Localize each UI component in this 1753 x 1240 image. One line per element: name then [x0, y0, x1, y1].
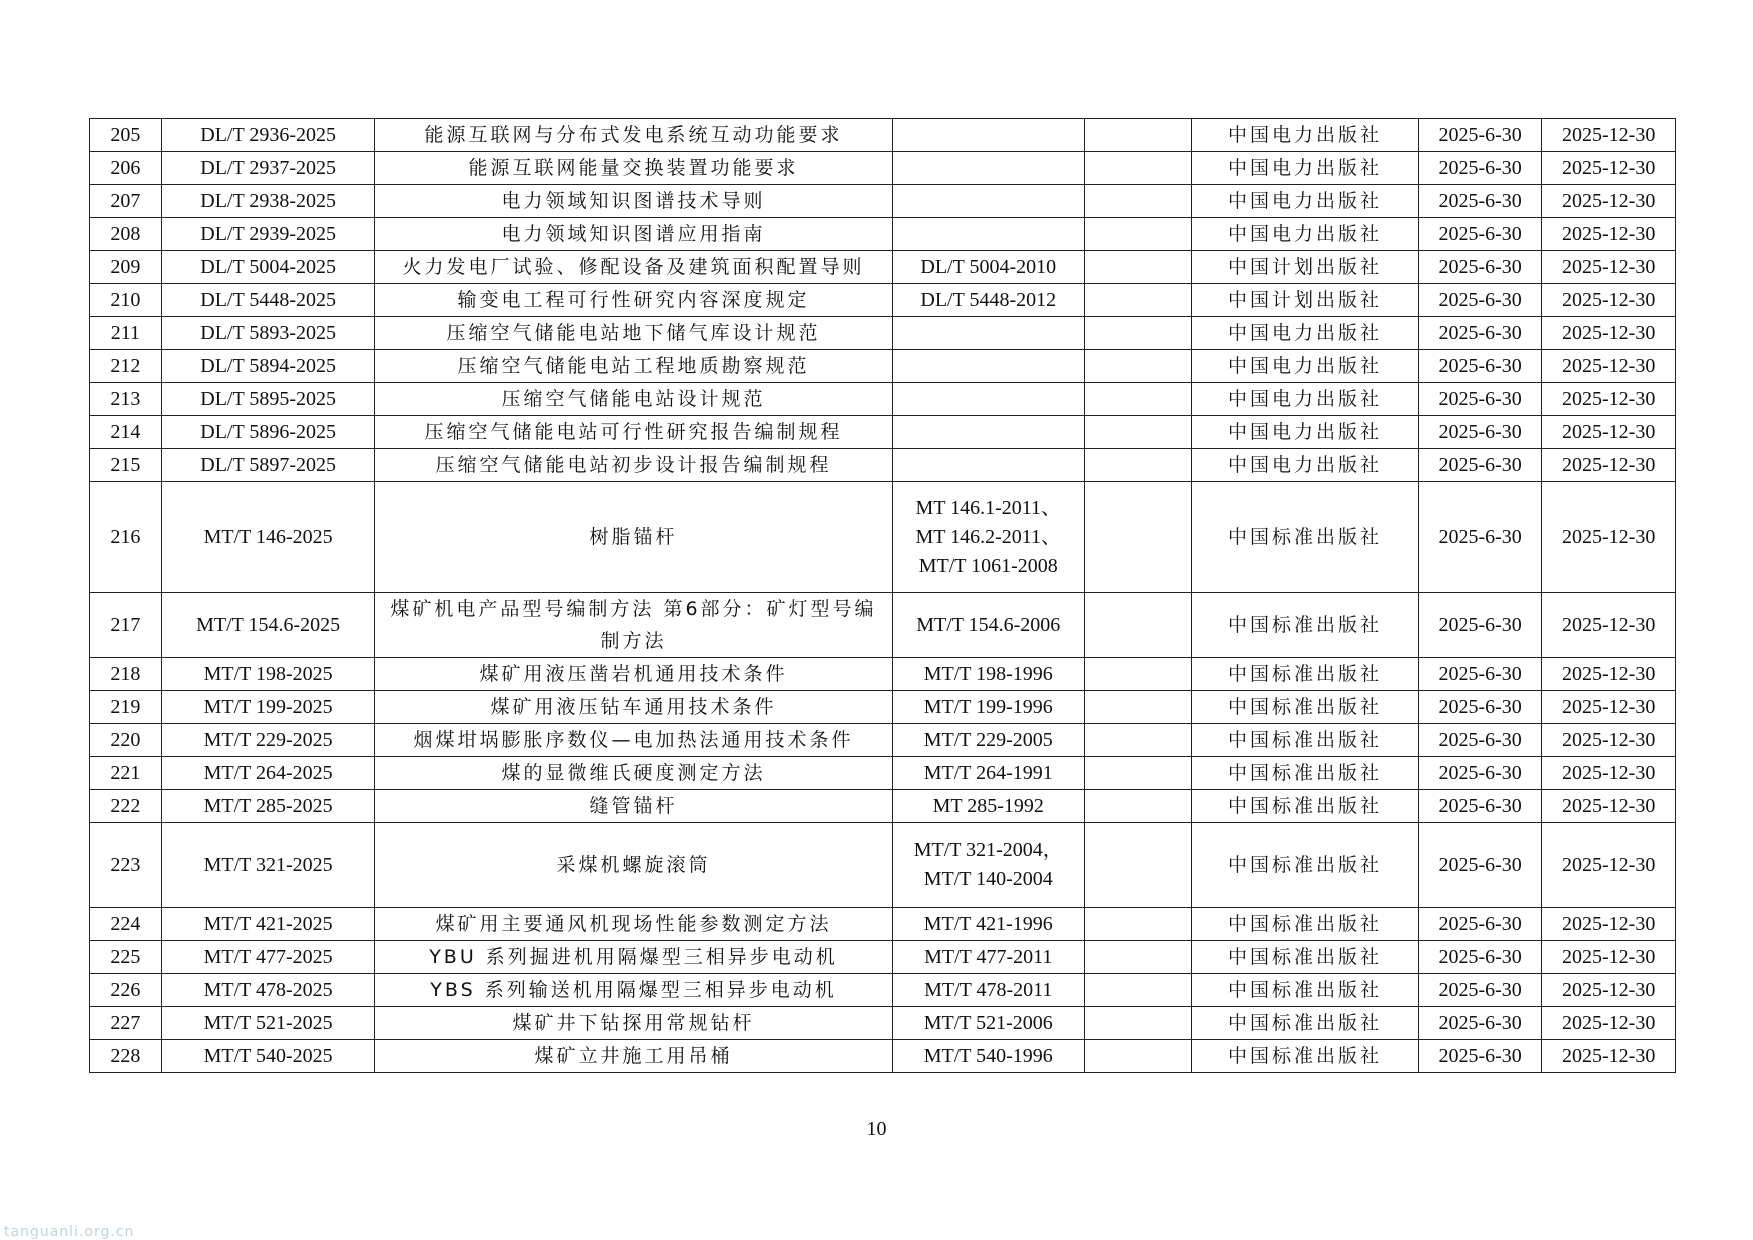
table-row — [90, 152, 1676, 185]
row-number: 210 — [90, 284, 162, 317]
publisher: 中国电力出版社 — [1192, 416, 1419, 449]
row-number: 206 — [90, 152, 162, 185]
replaced-standard — [892, 823, 1084, 908]
standard-code: MT/T 285-2025 — [161, 790, 375, 823]
standard-name: 煤矿机电产品型号编制方法 第6部分：矿灯型号编制方法 — [375, 593, 892, 658]
effective-date: 2025-12-30 — [1542, 823, 1676, 908]
standard-code: MT/T 264-2025 — [161, 757, 375, 790]
effective-date: 2025-12-30 — [1542, 593, 1676, 658]
publisher: 中国电力出版社 — [1192, 119, 1419, 152]
row-number: 217 — [90, 593, 162, 658]
row-number: 219 — [90, 691, 162, 724]
standard-name: 电力领域知识图谱应用指南 — [375, 218, 892, 251]
effective-date: 2025-12-30 — [1542, 974, 1676, 1007]
replaced-standard-line: DL/T 5448-2012 — [920, 288, 1057, 311]
replaced-standard-line: MT/T 199-1996 — [923, 695, 1053, 718]
publisher: 中国标准出版社 — [1192, 658, 1419, 691]
publisher: 中国标准出版社 — [1192, 757, 1419, 790]
row-number: 225 — [90, 941, 162, 974]
replaced-standard-line: MT/T 421-1996 — [923, 912, 1053, 935]
table-row — [90, 416, 1676, 449]
publisher: 中国标准出版社 — [1192, 908, 1419, 941]
replaced-standard — [892, 119, 1084, 152]
publisher: 中国电力出版社 — [1192, 185, 1419, 218]
watermark: tanguanli.org.cn — [4, 1224, 135, 1240]
adopted-standard — [1084, 119, 1191, 152]
standard-code: DL/T 5897-2025 — [161, 449, 375, 482]
standard-name: YBU 系列掘进机用隔爆型三相异步电动机 — [375, 941, 892, 974]
standard-code: MT/T 198-2025 — [161, 658, 375, 691]
replaced-standard — [892, 284, 1084, 317]
replaced-standard — [892, 974, 1084, 1007]
publisher: 中国计划出版社 — [1192, 251, 1419, 284]
replaced-standard-line: DL/T 5004-2010 — [920, 255, 1057, 278]
standard-code: MT/T 229-2025 — [161, 724, 375, 757]
row-number: 228 — [90, 1040, 162, 1073]
effective-date: 2025-12-30 — [1542, 1040, 1676, 1073]
replaced-standard — [892, 251, 1084, 284]
release-date: 2025-6-30 — [1418, 416, 1541, 449]
standard-name: 压缩空气储能电站设计规范 — [375, 383, 892, 416]
effective-date: 2025-12-30 — [1542, 350, 1676, 383]
adopted-standard — [1084, 218, 1191, 251]
release-date: 2025-6-30 — [1418, 1040, 1541, 1073]
replaced-standard-line: MT/T 198-1996 — [923, 662, 1053, 685]
standard-code: DL/T 5894-2025 — [161, 350, 375, 383]
replaced-standard — [892, 1007, 1084, 1040]
standard-name: 采煤机螺旋滚筒 — [375, 823, 892, 908]
standard-code: DL/T 5448-2025 — [161, 284, 375, 317]
standard-name: 输变电工程可行性研究内容深度规定 — [375, 284, 892, 317]
standard-name: 煤矿用液压凿岩机通用技术条件 — [375, 658, 892, 691]
standard-name: 压缩空气储能电站地下储气库设计规范 — [375, 317, 892, 350]
table-row — [90, 251, 1676, 284]
effective-date: 2025-12-30 — [1542, 724, 1676, 757]
adopted-standard — [1084, 757, 1191, 790]
table-body — [90, 119, 1676, 1073]
row-number: 212 — [90, 350, 162, 383]
row-number: 208 — [90, 218, 162, 251]
replaced-standard-line: MT/T 540-1996 — [923, 1044, 1053, 1067]
effective-date: 2025-12-30 — [1542, 757, 1676, 790]
replaced-standard — [892, 691, 1084, 724]
effective-date: 2025-12-30 — [1542, 941, 1676, 974]
adopted-standard — [1084, 974, 1191, 1007]
adopted-standard — [1084, 908, 1191, 941]
release-date: 2025-6-30 — [1418, 218, 1541, 251]
publisher: 中国标准出版社 — [1192, 941, 1419, 974]
standards-table — [89, 118, 1676, 1073]
replaced-standard — [892, 482, 1084, 593]
standard-name: 压缩空气储能电站初步设计报告编制规程 — [375, 449, 892, 482]
table-row — [90, 908, 1676, 941]
page-number: 10 — [866, 1118, 887, 1140]
standard-code: DL/T 5896-2025 — [161, 416, 375, 449]
adopted-standard — [1084, 284, 1191, 317]
table-row — [90, 823, 1676, 908]
adopted-standard — [1084, 350, 1191, 383]
table-row — [90, 284, 1676, 317]
standard-name: 火力发电厂试验、修配设备及建筑面积配置导则 — [375, 251, 892, 284]
table-row — [90, 317, 1676, 350]
standard-name: 压缩空气储能电站工程地质勘察规范 — [375, 350, 892, 383]
replaced-standard — [892, 416, 1084, 449]
effective-date: 2025-12-30 — [1542, 251, 1676, 284]
publisher: 中国标准出版社 — [1192, 790, 1419, 823]
replaced-standard — [892, 218, 1084, 251]
row-number: 218 — [90, 658, 162, 691]
publisher: 中国标准出版社 — [1192, 724, 1419, 757]
effective-date: 2025-12-30 — [1542, 658, 1676, 691]
row-number: 216 — [90, 482, 162, 593]
effective-date: 2025-12-30 — [1542, 908, 1676, 941]
replaced-standard-line: MT/T 477-2011 — [924, 945, 1053, 968]
release-date: 2025-6-30 — [1418, 823, 1541, 908]
effective-date: 2025-12-30 — [1542, 691, 1676, 724]
adopted-standard — [1084, 482, 1191, 593]
row-number: 214 — [90, 416, 162, 449]
adopted-standard — [1084, 317, 1191, 350]
standard-code: MT/T 477-2025 — [161, 941, 375, 974]
publisher: 中国电力出版社 — [1192, 449, 1419, 482]
publisher: 中国标准出版社 — [1192, 482, 1419, 593]
standard-name: 煤矿立井施工用吊桶 — [375, 1040, 892, 1073]
replaced-standard-line: MT 146.1-2011、 — [915, 496, 1062, 519]
adopted-standard — [1084, 790, 1191, 823]
effective-date: 2025-12-30 — [1542, 185, 1676, 218]
row-number: 227 — [90, 1007, 162, 1040]
effective-date: 2025-12-30 — [1542, 449, 1676, 482]
table-row — [90, 974, 1676, 1007]
standard-code: DL/T 5895-2025 — [161, 383, 375, 416]
release-date: 2025-6-30 — [1418, 185, 1541, 218]
table-row — [90, 383, 1676, 416]
replaced-standard-line: MT/T 229-2005 — [923, 728, 1053, 751]
publisher: 中国标准出版社 — [1192, 974, 1419, 1007]
table-row — [90, 350, 1676, 383]
table-row — [90, 449, 1676, 482]
standard-code: DL/T 2938-2025 — [161, 185, 375, 218]
effective-date: 2025-12-30 — [1542, 119, 1676, 152]
release-date: 2025-6-30 — [1418, 152, 1541, 185]
standard-code: DL/T 2939-2025 — [161, 218, 375, 251]
standard-code: DL/T 5004-2025 — [161, 251, 375, 284]
row-number: 215 — [90, 449, 162, 482]
release-date: 2025-6-30 — [1418, 317, 1541, 350]
table-row — [90, 724, 1676, 757]
row-number: 226 — [90, 974, 162, 1007]
publisher: 中国电力出版社 — [1192, 317, 1419, 350]
adopted-standard — [1084, 416, 1191, 449]
replaced-standard-line: MT/T 478-2011 — [924, 978, 1053, 1001]
publisher: 中国标准出版社 — [1192, 593, 1419, 658]
release-date: 2025-6-30 — [1418, 908, 1541, 941]
standard-name: 压缩空气储能电站可行性研究报告编制规程 — [375, 416, 892, 449]
publisher: 中国标准出版社 — [1192, 1007, 1419, 1040]
standard-name: 煤矿用液压钻车通用技术条件 — [375, 691, 892, 724]
standard-code: MT/T 199-2025 — [161, 691, 375, 724]
table-row — [90, 941, 1676, 974]
table-row — [90, 218, 1676, 251]
release-date: 2025-6-30 — [1418, 383, 1541, 416]
standard-name: 煤的显微维氏硬度测定方法 — [375, 757, 892, 790]
adopted-standard — [1084, 152, 1191, 185]
standard-name: 缝管锚杆 — [375, 790, 892, 823]
effective-date: 2025-12-30 — [1542, 218, 1676, 251]
standard-name: 煤矿用主要通风机现场性能参数测定方法 — [375, 908, 892, 941]
table-row — [90, 790, 1676, 823]
standard-code: DL/T 5893-2025 — [161, 317, 375, 350]
row-number: 222 — [90, 790, 162, 823]
adopted-standard — [1084, 658, 1191, 691]
replaced-standard-line: MT/T 154.6-2006 — [916, 613, 1061, 636]
replaced-standard — [892, 449, 1084, 482]
adopted-standard — [1084, 724, 1191, 757]
release-date: 2025-6-30 — [1418, 449, 1541, 482]
release-date: 2025-6-30 — [1418, 1007, 1541, 1040]
replaced-standard — [892, 941, 1084, 974]
publisher: 中国电力出版社 — [1192, 152, 1419, 185]
release-date: 2025-6-30 — [1418, 757, 1541, 790]
adopted-standard — [1084, 185, 1191, 218]
replaced-standard-line: MT 146.2-2011、 — [915, 525, 1062, 548]
standard-code: DL/T 2936-2025 — [161, 119, 375, 152]
replaced-standard — [892, 658, 1084, 691]
adopted-standard — [1084, 1007, 1191, 1040]
standard-name: 烟煤坩埚膨胀序数仪—电加热法通用技术条件 — [375, 724, 892, 757]
row-number: 223 — [90, 823, 162, 908]
row-number: 205 — [90, 119, 162, 152]
release-date: 2025-6-30 — [1418, 251, 1541, 284]
standard-code: MT/T 146-2025 — [161, 482, 375, 593]
release-date: 2025-6-30 — [1418, 691, 1541, 724]
table-row — [90, 658, 1676, 691]
adopted-standard — [1084, 941, 1191, 974]
release-date: 2025-6-30 — [1418, 350, 1541, 383]
standard-name: 树脂锚杆 — [375, 482, 892, 593]
replaced-standard-line: MT/T 140-2004 — [923, 868, 1053, 890]
publisher: 中国计划出版社 — [1192, 284, 1419, 317]
release-date: 2025-6-30 — [1418, 974, 1541, 1007]
standard-name: 煤矿井下钻探用常规钻杆 — [375, 1007, 892, 1040]
replaced-standard — [892, 757, 1084, 790]
replaced-standard — [892, 908, 1084, 941]
replaced-standard-line: MT/T 1061-2008 — [918, 554, 1058, 577]
table-row — [90, 691, 1676, 724]
adopted-standard — [1084, 251, 1191, 284]
adopted-standard — [1084, 691, 1191, 724]
effective-date: 2025-12-30 — [1542, 416, 1676, 449]
replaced-standard-line: MT/T 321-2004， — [913, 839, 1063, 861]
standard-code: MT/T 521-2025 — [161, 1007, 375, 1040]
publisher: 中国标准出版社 — [1192, 691, 1419, 724]
replaced-standard — [892, 1040, 1084, 1073]
replaced-standard — [892, 152, 1084, 185]
adopted-standard — [1084, 593, 1191, 658]
row-number: 224 — [90, 908, 162, 941]
row-number: 211 — [90, 317, 162, 350]
replaced-standard — [892, 790, 1084, 823]
standard-code: MT/T 540-2025 — [161, 1040, 375, 1073]
release-date: 2025-6-30 — [1418, 284, 1541, 317]
replaced-standard — [892, 383, 1084, 416]
release-date: 2025-6-30 — [1418, 482, 1541, 593]
release-date: 2025-6-30 — [1418, 724, 1541, 757]
table-row — [90, 185, 1676, 218]
effective-date: 2025-12-30 — [1542, 1007, 1676, 1040]
replaced-standard — [892, 317, 1084, 350]
release-date: 2025-6-30 — [1418, 119, 1541, 152]
adopted-standard — [1084, 823, 1191, 908]
replaced-standard-line: MT 285-1992 — [932, 794, 1044, 817]
effective-date: 2025-12-30 — [1542, 482, 1676, 593]
adopted-standard — [1084, 383, 1191, 416]
table-row — [90, 1040, 1676, 1073]
standard-code: MT/T 154.6-2025 — [161, 593, 375, 658]
row-number: 221 — [90, 757, 162, 790]
replaced-standard — [892, 724, 1084, 757]
effective-date: 2025-12-30 — [1542, 383, 1676, 416]
replaced-standard — [892, 185, 1084, 218]
publisher: 中国电力出版社 — [1192, 383, 1419, 416]
standard-name: 电力领域知识图谱技术导则 — [375, 185, 892, 218]
standard-code: MT/T 321-2025 — [161, 823, 375, 908]
effective-date: 2025-12-30 — [1542, 317, 1676, 350]
replaced-standard-line: MT/T 521-2006 — [923, 1011, 1053, 1034]
replaced-standard — [892, 593, 1084, 658]
adopted-standard — [1084, 1040, 1191, 1073]
publisher: 中国电力出版社 — [1192, 218, 1419, 251]
effective-date: 2025-12-30 — [1542, 152, 1676, 185]
row-number: 207 — [90, 185, 162, 218]
standard-name: 能源互联网与分布式发电系统互动功能要求 — [375, 119, 892, 152]
row-number: 213 — [90, 383, 162, 416]
publisher: 中国标准出版社 — [1192, 823, 1419, 908]
table-row — [90, 1007, 1676, 1040]
table-row — [90, 119, 1676, 152]
replaced-standard — [892, 350, 1084, 383]
release-date: 2025-6-30 — [1418, 593, 1541, 658]
standard-code: MT/T 478-2025 — [161, 974, 375, 1007]
table-row — [90, 482, 1676, 593]
replaced-standard-line: MT/T 264-1991 — [923, 761, 1053, 784]
standard-code: MT/T 421-2025 — [161, 908, 375, 941]
publisher: 中国电力出版社 — [1192, 350, 1419, 383]
publisher: 中国标准出版社 — [1192, 1040, 1419, 1073]
table-row — [90, 757, 1676, 790]
row-number: 220 — [90, 724, 162, 757]
adopted-standard — [1084, 449, 1191, 482]
row-number: 209 — [90, 251, 162, 284]
standard-name: 能源互联网能量交换装置功能要求 — [375, 152, 892, 185]
effective-date: 2025-12-30 — [1542, 790, 1676, 823]
table-row — [90, 593, 1676, 658]
release-date: 2025-6-30 — [1418, 658, 1541, 691]
effective-date: 2025-12-30 — [1542, 284, 1676, 317]
release-date: 2025-6-30 — [1418, 790, 1541, 823]
standard-name: YBS 系列输送机用隔爆型三相异步电动机 — [375, 974, 892, 1007]
standard-code: DL/T 2937-2025 — [161, 152, 375, 185]
release-date: 2025-6-30 — [1418, 941, 1541, 974]
